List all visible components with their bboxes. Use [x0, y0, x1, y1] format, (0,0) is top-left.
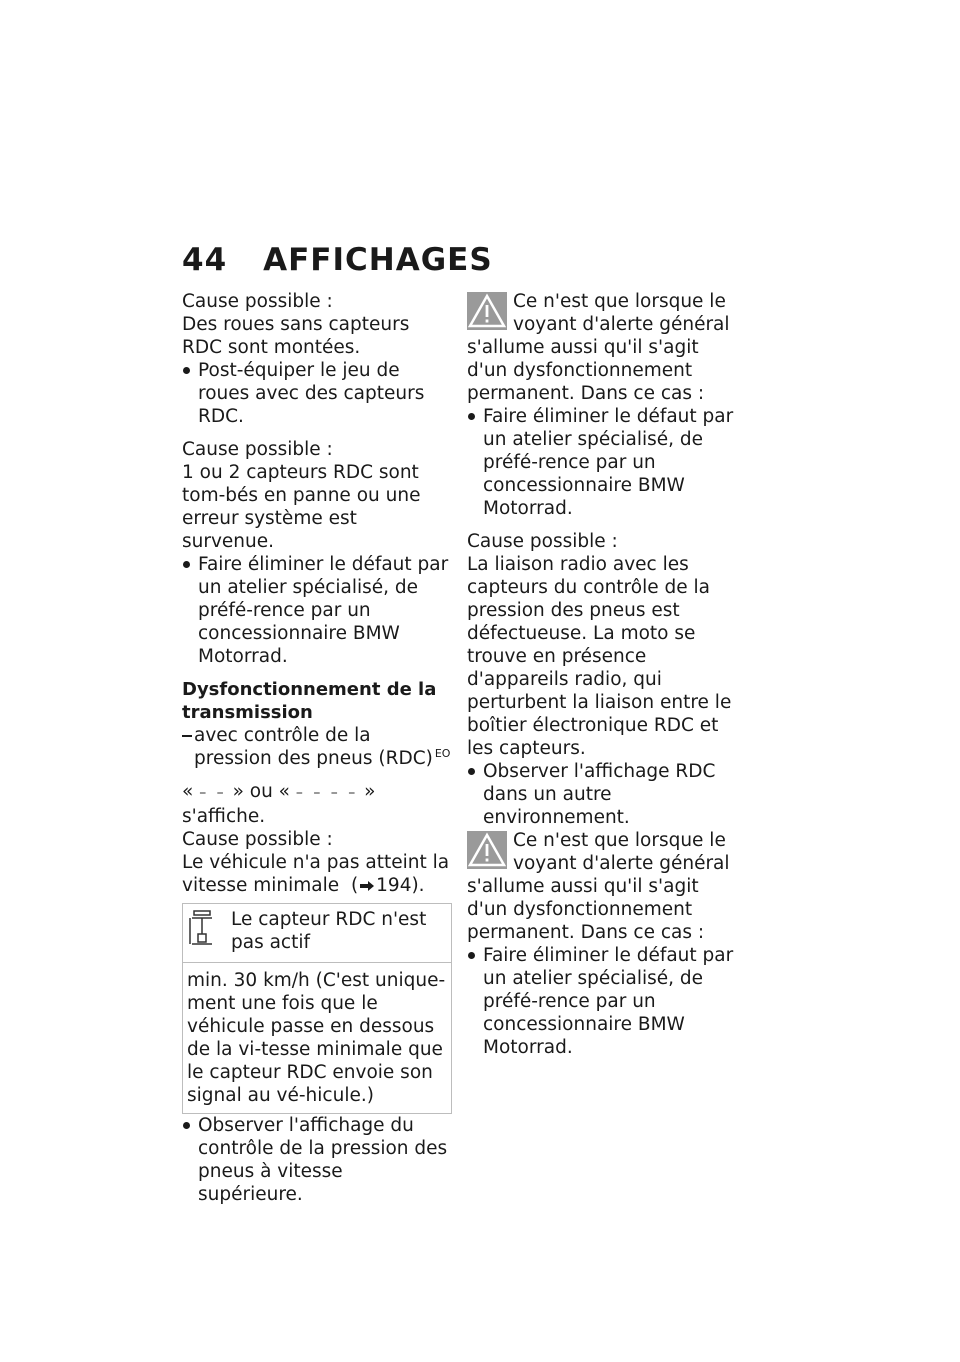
action-bullet: Observer l'affichage RDC dans un autre environnement. — [467, 760, 739, 829]
info-table-title: Le capteur RDC n'est pas actif — [231, 909, 427, 953]
display-segments-2: – – – – — [295, 785, 359, 801]
warning-text: Ce n'est que lorsque le voyant d'alerte général s'allume aussi qu'il s'agit d'un dysfonctionnement permanent. Dans ce cas : — [467, 291, 730, 404]
cause-text: 1 ou 2 capteurs RDC sont tom-bés en panne ou une erreur système est survenue. — [182, 462, 421, 552]
display-segments-1: – – — [199, 785, 227, 801]
left-column — [182, 290, 452, 1206]
quote-close: » s'affiche. — [182, 781, 376, 827]
page-number: 44 — [182, 242, 228, 278]
page-reference-link[interactable]: 194). — [376, 875, 425, 896]
warning-text: Ce n'est que lorsque le voyant d'alerte général s'allume aussi qu'il s'agit d'un dysfonctionnement permanent. Dans ce cas : — [467, 830, 730, 943]
cause-text: La liaison radio avec les capteurs du contrôle de la pression des pneus est défectueuse. La moto se trouve en présence d'appareils radio, qui perturbent la liaison entre le boîtier électronique RDC et les capteurs. — [467, 554, 732, 759]
quote-open: « — [182, 781, 194, 802]
cause-label: Cause possible : — [467, 531, 618, 552]
quote-mid: » ou « — [232, 781, 291, 802]
condition-item — [182, 724, 452, 770]
cause-label: Cause possible : — [182, 829, 333, 850]
display-indication — [182, 780, 452, 828]
page-reference-arrow-icon — [360, 881, 374, 891]
warning-note — [467, 290, 739, 405]
action-bullet: Post-équiper le jeu de roues avec des capteurs RDC. — [182, 359, 452, 428]
action-bullet: Faire éliminer le défaut par un atelier spécialisé, de préfé-rence par un concessionnaire BMW Motorrad. — [467, 944, 739, 1059]
warning-note — [467, 829, 739, 944]
section-heading: Dysfonctionnement de la transmission — [182, 679, 437, 723]
action-bullet: Observer l'affichage du contrôle de la pression des pneus à vitesse supérieure. — [182, 1114, 452, 1206]
cause-text: Des roues sans capteurs RDC sont montées. — [182, 314, 410, 358]
warning-triangle-icon — [467, 831, 507, 869]
cause-text: Le véhicule n'a pas atteint la vitesse minimale — [182, 852, 450, 896]
action-bullet: Faire éliminer le défaut par un atelier spécialisé, de préfé-rence par un concessionnaire BMW Motorrad. — [182, 553, 452, 668]
info-table-header — [183, 904, 451, 963]
equipment-code: EO — [434, 746, 451, 760]
ref-open: ( — [350, 875, 359, 896]
section-title: AFFICHAGES — [263, 242, 493, 278]
info-table — [182, 903, 452, 1114]
tire-sensor-icon — [187, 908, 231, 954]
cause-text-with-ref — [182, 851, 452, 897]
right-column — [467, 290, 739, 1059]
action-bullet: Faire éliminer le défaut par un atelier spécialisé, de préfé-rence par un concessionnaire BMW Motorrad. — [467, 405, 739, 520]
cause-label: Cause possible : — [182, 439, 333, 460]
page-header — [182, 240, 493, 280]
warning-triangle-icon — [467, 292, 507, 330]
condition-text: avec contrôle de la pression des pneus (RDC) — [194, 725, 433, 769]
cause-label: Cause possible : — [182, 291, 333, 312]
info-table-body: min. 30 km/h (C'est unique-ment une fois que le véhicule passe en dessous de la vi-tesse minimale que le capteur RDC envoie son signal au vé-hicule.) — [187, 970, 446, 1106]
